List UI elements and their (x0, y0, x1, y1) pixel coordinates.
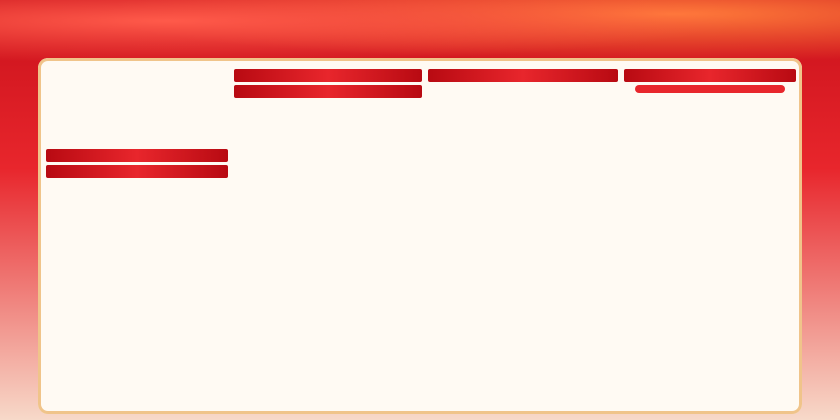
closing-text (624, 94, 796, 107)
section-heading-other (624, 69, 796, 82)
emblem (46, 66, 228, 112)
section-heading-tasks (428, 69, 618, 82)
section-heading-targets (234, 69, 422, 82)
page-title (0, 6, 840, 52)
section-heading-work (46, 165, 228, 178)
column-review (46, 66, 228, 408)
section-heading-policy (234, 85, 422, 98)
section-heading-review (46, 149, 228, 162)
column-targets (234, 66, 422, 408)
column-tasks (428, 66, 618, 408)
column-other (624, 66, 796, 408)
intro-paragraph (46, 112, 228, 146)
closing-heading (635, 85, 785, 93)
emblem-slogan (46, 66, 228, 72)
content-board (38, 58, 802, 414)
